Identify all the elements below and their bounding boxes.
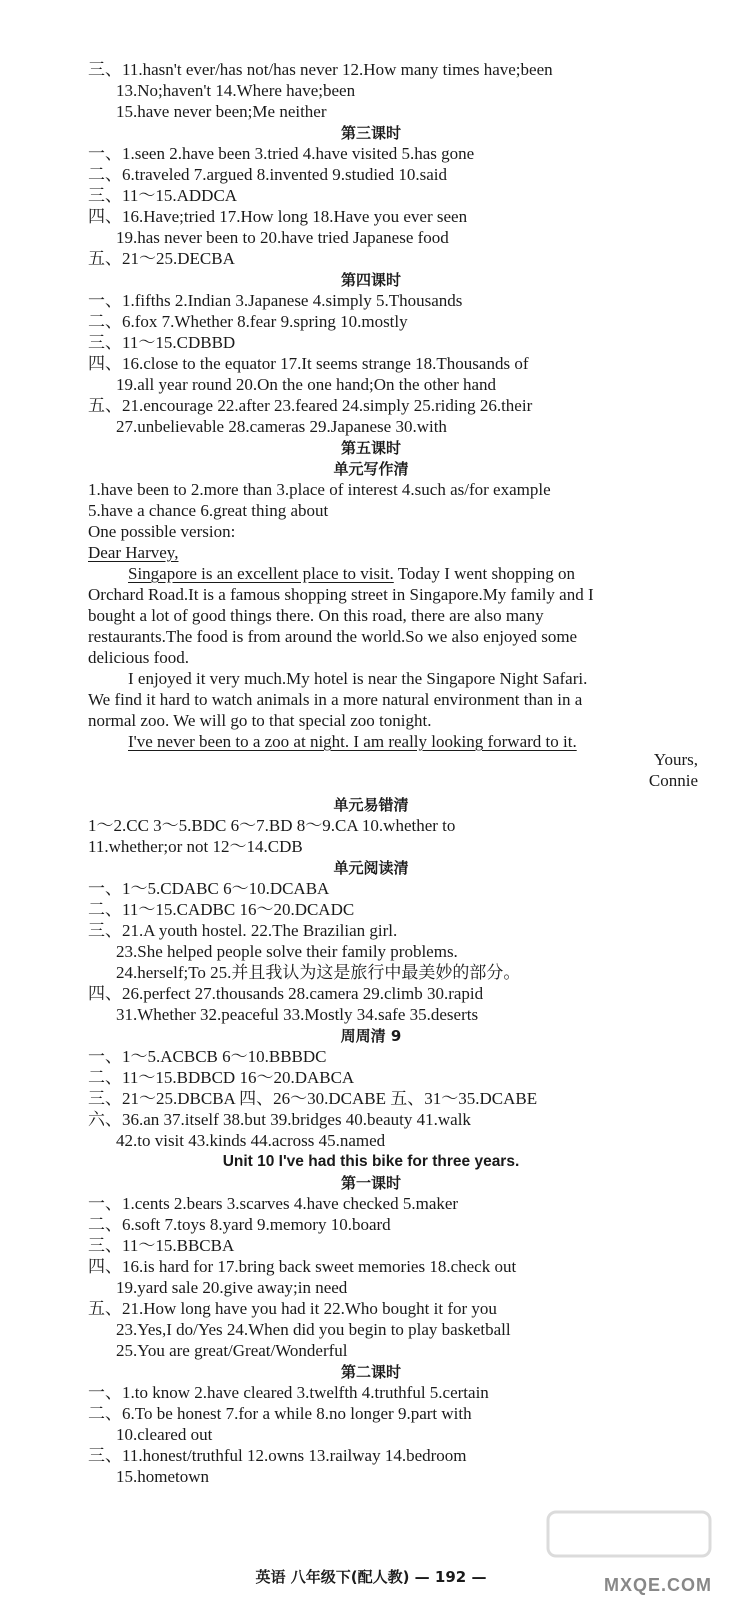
answer-line: 二、6.To be honest 7.for a while 8.no longer 9.part with [88,1404,472,1423]
section-heading: 第一课时 [340,1174,401,1192]
watermark-logo [544,1508,714,1578]
answer-line: 四、26.perfect 27.thousands 28.camera 29.climb 30.rapid [88,984,484,1003]
section-heading: 单元阅读清 [333,859,409,877]
answer-line: 10.cleared out [116,1425,213,1444]
answer-line: 23.She helped people solve their family problems. [116,942,458,961]
answer-line: Singapore is an excellent place to visit. Today I went shopping on [128,564,576,583]
answer-line: restaurants.The food is from around the world.So we also enjoyed some [88,627,578,646]
answer-line: delicious food. [88,648,190,667]
answer-line: 三、21.A youth hostel. 22.The Brazilian girl. [88,921,398,940]
answer-line: 15.have never been;Me neither [116,102,327,121]
section-heading: 单元易错清 [333,796,409,814]
answer-line: One possible version: [88,522,236,541]
answer-line: 1.have been to 2.more than 3.place of interest 4.such as/for example [88,480,551,499]
answer-line: 四、16.Have;tried 17.How long 18.Have you ever seen [88,207,468,226]
answer-line: 13.No;haven't 14.Where have;been [116,81,356,100]
answer-line: 31.Whether 32.peaceful 33.Mostly 34.safe 35.deserts [116,1005,479,1024]
answer-line: 五、21～25.DECBA [88,249,235,268]
answer-line: 一、1.cents 2.bears 3.scarves 4.have checked 5.maker [88,1194,459,1213]
answer-line: 19.yard sale 20.give away;in need [116,1278,348,1297]
answer-line: 5.have a chance 6.great thing about [88,501,329,520]
answer-line: 二、11～15.CADBC 16～20.DCADC [88,900,355,919]
answer-line: Connie [648,771,698,790]
answer-line: 六、36.an 37.itself 38.but 39.bridges 40.beauty 41.walk [88,1110,471,1129]
section-heading: 周周清 9 [340,1027,402,1045]
answer-line: 五、21.encourage 22.after 23.feared 24.simply 25.riding 26.their [88,396,533,415]
answer-line: We find it hard to watch animals in a more natural environment than in a [88,690,583,709]
answer-line: 19.all year round 20.On the one hand;On the other hand [116,375,497,394]
answer-line: 25.You are great/Great/Wonderful [116,1341,348,1360]
section-heading: 第二课时 [340,1363,401,1381]
answer-line: 19.has never been to 20.have tried Japanese food [116,228,449,247]
answer-line: 二、11～15.BDBCD 16～20.DABCA [88,1068,355,1087]
answer-line: 三、11.honest/truthful 12.owns 13.railway 14.bedroom [88,1446,467,1465]
answer-line: 一、1.seen 2.have been 3.tried 4.have visited 5.has gone [88,144,475,163]
answer-line: 一、1～5.ACBCB 6～10.BBBDC [88,1047,327,1066]
section-heading: 第五课时 [340,439,401,457]
answer-line: 五、21.How long have you had it 22.Who bought it for you [88,1299,497,1318]
answer-line: 三、11～15.BBCBA [88,1236,235,1255]
answer-line: I enjoyed it very much.My hotel is near the Singapore Night Safari. [128,669,588,688]
answer-line: 23.Yes,I do/Yes 24.When did you begin to play basketball [116,1320,511,1339]
page-footer: 英语 八年级下(配人教) — 192 — [255,1568,487,1586]
answer-line: bought a lot of good things there. On this road, there are also many [88,606,544,625]
answer-line: 24.herself;To 25.并且我认为这是旅行中最美妙的部分。 [116,963,521,982]
section-heading: 单元写作清 [333,460,409,478]
answer-line: I've never been to a zoo at night. I am really looking forward to it. [128,732,577,751]
answer-line: 1～2.CC 3～5.BDC 6～7.BD 8～9.CA 10.whether to [88,816,456,835]
answer-line: 二、6.fox 7.Whether 8.fear 9.spring 10.mostly [88,312,408,331]
answer-line: 一、1～5.CDABC 6～10.DCABA [88,879,330,898]
answer-line: Yours, [653,750,698,769]
section-heading: 第四课时 [340,271,401,289]
answer-line: 三、21～25.DBCBA 四、26～30.DCABE 五、31～35.DCABE [88,1089,538,1108]
answer-line: 42.to visit 43.kinds 44.across 45.named [116,1131,386,1150]
answer-line: 四、16.is hard for 17.bring back sweet memories 18.check out [88,1257,517,1276]
section-heading: Unit 10 I've had this bike for three years. [222,1153,520,1170]
watermark-text: MXQE.COM [603,1575,712,1595]
answer-line: 三、11.hasn't ever/has not/has never 12.How many times have;been [88,60,553,79]
answer-line: normal zoo. We will go to that special zoo tonight. [88,711,432,730]
answer-line: 三、11～15.CDBBD [88,333,236,352]
answer-line: 二、6.soft 7.toys 8.yard 9.memory 10.board [88,1215,391,1234]
answer-line: 一、1.fifths 2.Indian 3.Japanese 4.simply 5.Thousands [88,291,463,310]
answer-line: Orchard Road.It is a famous shopping street in Singapore.My family and I [88,585,594,604]
answer-line: 四、16.close to the equator 17.It seems strange 18.Thousands of [88,354,529,373]
answer-line: 15.hometown [116,1467,210,1486]
section-heading: 第三课时 [340,124,401,142]
answer-line: 三、11～15.ADDCA [88,186,238,205]
answer-line: Dear Harvey, [88,543,179,562]
answer-line: 27.unbelievable 28.cameras 29.Japanese 30.with [116,417,447,436]
answer-line: 11.whether;or not 12～14.CDB [88,837,303,856]
answer-line: 一、1.to know 2.have cleared 3.twelfth 4.truthful 5.certain [88,1383,489,1402]
answer-line: 二、6.traveled 7.argued 8.invented 9.studied 10.said [88,165,447,184]
